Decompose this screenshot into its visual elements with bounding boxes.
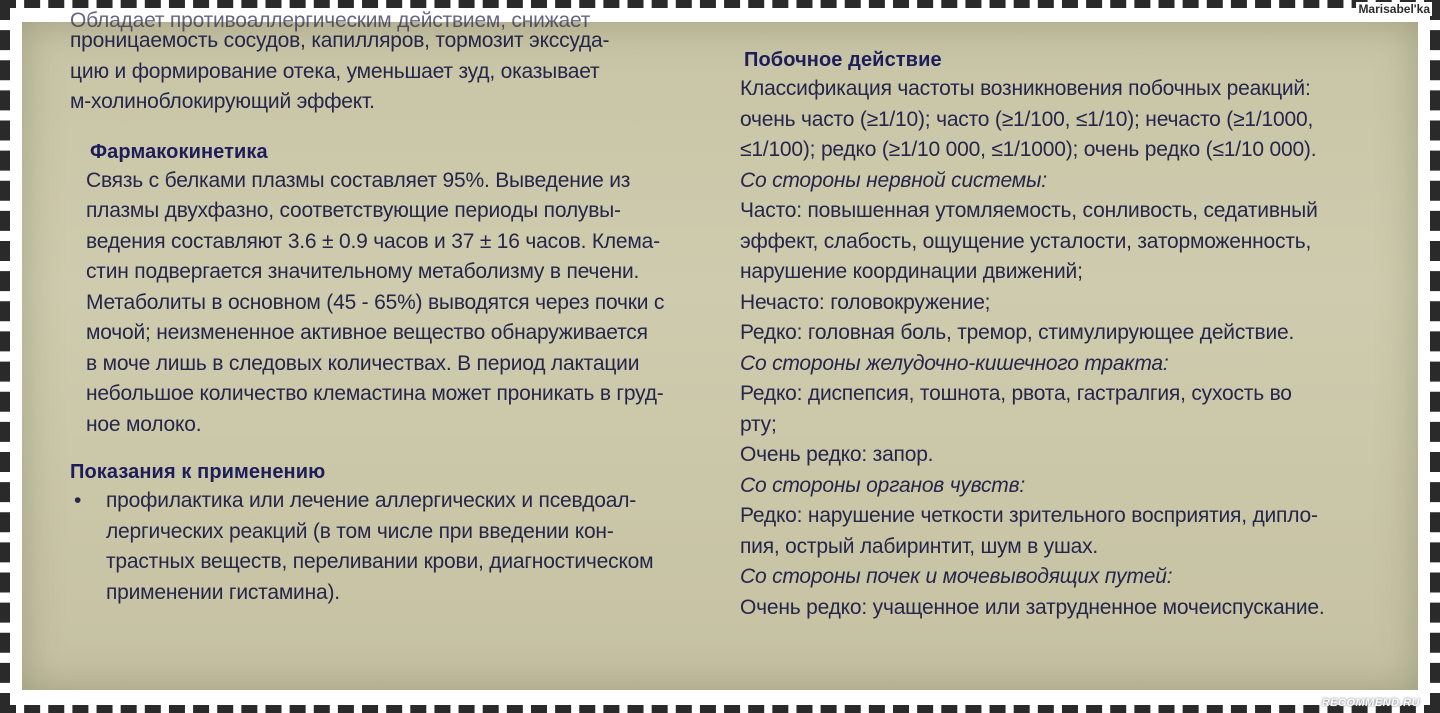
text-line: плазмы двухфазно, соответствующие периоды полувы- bbox=[86, 199, 621, 222]
text-line: пия, острый лабиринтит, шум в ушах. bbox=[740, 534, 1099, 558]
pharmacokinetics-heading: Фармакокинетика bbox=[90, 140, 268, 163]
text-line: профилактика или лечение аллергических и псевдоал- bbox=[106, 489, 637, 512]
text-line: Со стороны желудочно-кишечного тракта: bbox=[740, 351, 1169, 375]
text-line: цию и формирование отека, уменьшает зуд, оказывает bbox=[70, 59, 600, 83]
text-line: Классификация частоты возникновения побочных реакций: bbox=[740, 77, 1311, 100]
text-line: ное молоко. bbox=[86, 412, 202, 436]
text-line: Со стороны почек и мочевыводящих путей: bbox=[740, 565, 1173, 588]
indications-heading: Показания к применению bbox=[70, 461, 326, 483]
text-line: Очень редко: запор. bbox=[740, 443, 934, 466]
cut-off-line: Обладает противоаллергическим действием, снижает bbox=[70, 9, 591, 32]
text-line: м-холиноблокирующий эффект. bbox=[70, 90, 375, 113]
text-line: Со стороны органов чувств: bbox=[740, 473, 1025, 497]
text-line: мочой; неизмененное активное вещество обнаруживается bbox=[86, 321, 648, 344]
leaflet-photo bbox=[22, 9, 1418, 690]
right-column bbox=[740, 46, 1390, 623]
text-line: применении гистамина). bbox=[106, 580, 340, 604]
recommend-watermark: RECOMMEND.RU bbox=[1321, 697, 1420, 709]
text-line: Редко: головная боль, тремор, стимулирующее действие. bbox=[740, 321, 1295, 344]
text-line: Связь с белками плазмы составляет 95%. Выведение из bbox=[86, 168, 631, 192]
author-label: Marisabel'ka bbox=[1358, 2, 1430, 16]
text-line: проницаемость сосудов, капилляров, тормозит экссуда- bbox=[70, 29, 610, 52]
text-line: рту; bbox=[740, 412, 777, 436]
text-line: очень часто (≥1/10); часто (≥1/100, ≤1/10); нечасто (≥1/1000, bbox=[740, 107, 1314, 131]
text-line: трастных веществ, переливании крови, диагностическом bbox=[106, 550, 654, 573]
text-line: в моче лишь в следовых количествах. В период лактации bbox=[86, 351, 640, 375]
text-line: небольшое количество клемастина может проникать в груд- bbox=[86, 382, 664, 405]
text-line: Редко: диспепсия, тошнота, рвота, гастралгия, сухость во bbox=[740, 382, 1292, 405]
text-line: Редко: нарушение четкости зрительного восприятия, дипло- bbox=[740, 504, 1318, 527]
text-line: ведения составляют 3.6 ± 0.9 часов и 37 ± 16 часов. Клема- bbox=[86, 229, 660, 253]
side-effects-paragraph bbox=[740, 74, 1390, 623]
indications-text bbox=[106, 486, 710, 608]
indications-list-item bbox=[74, 486, 710, 608]
text-line: Часто: повышенная утомляемость, сонливость, седативный bbox=[740, 199, 1318, 222]
text-line: эффект, слабость, ощущение усталости, заторможенность, bbox=[740, 229, 1312, 253]
text-line: нарушение координации движений; bbox=[740, 260, 1083, 283]
text-line: ≤1/100); редко (≥1/10 000, ≤1/1000); очень редко (≤1/10 000). bbox=[740, 138, 1317, 161]
text-line: лергических реакций (в том числе при введении кон- bbox=[106, 519, 614, 543]
intro-paragraph bbox=[70, 26, 710, 118]
text-line: Со стороны нервной системы: bbox=[740, 168, 1047, 192]
text-line: Нечасто: головокружение; bbox=[740, 290, 991, 314]
side-effects-heading: Побочное действие bbox=[744, 49, 942, 71]
left-column bbox=[70, 9, 710, 608]
text-line: Очень редко: учащенное или затрудненное мочеиспускание. bbox=[740, 595, 1325, 619]
pharmacokinetics-paragraph bbox=[86, 166, 710, 441]
text-line: стин подвергается значительному метаболизму в печени. bbox=[86, 260, 640, 283]
text-line: Метаболиты в основном (45 - 65%) выводятся через почки с bbox=[86, 290, 665, 314]
bullet-icon: • bbox=[74, 489, 82, 512]
